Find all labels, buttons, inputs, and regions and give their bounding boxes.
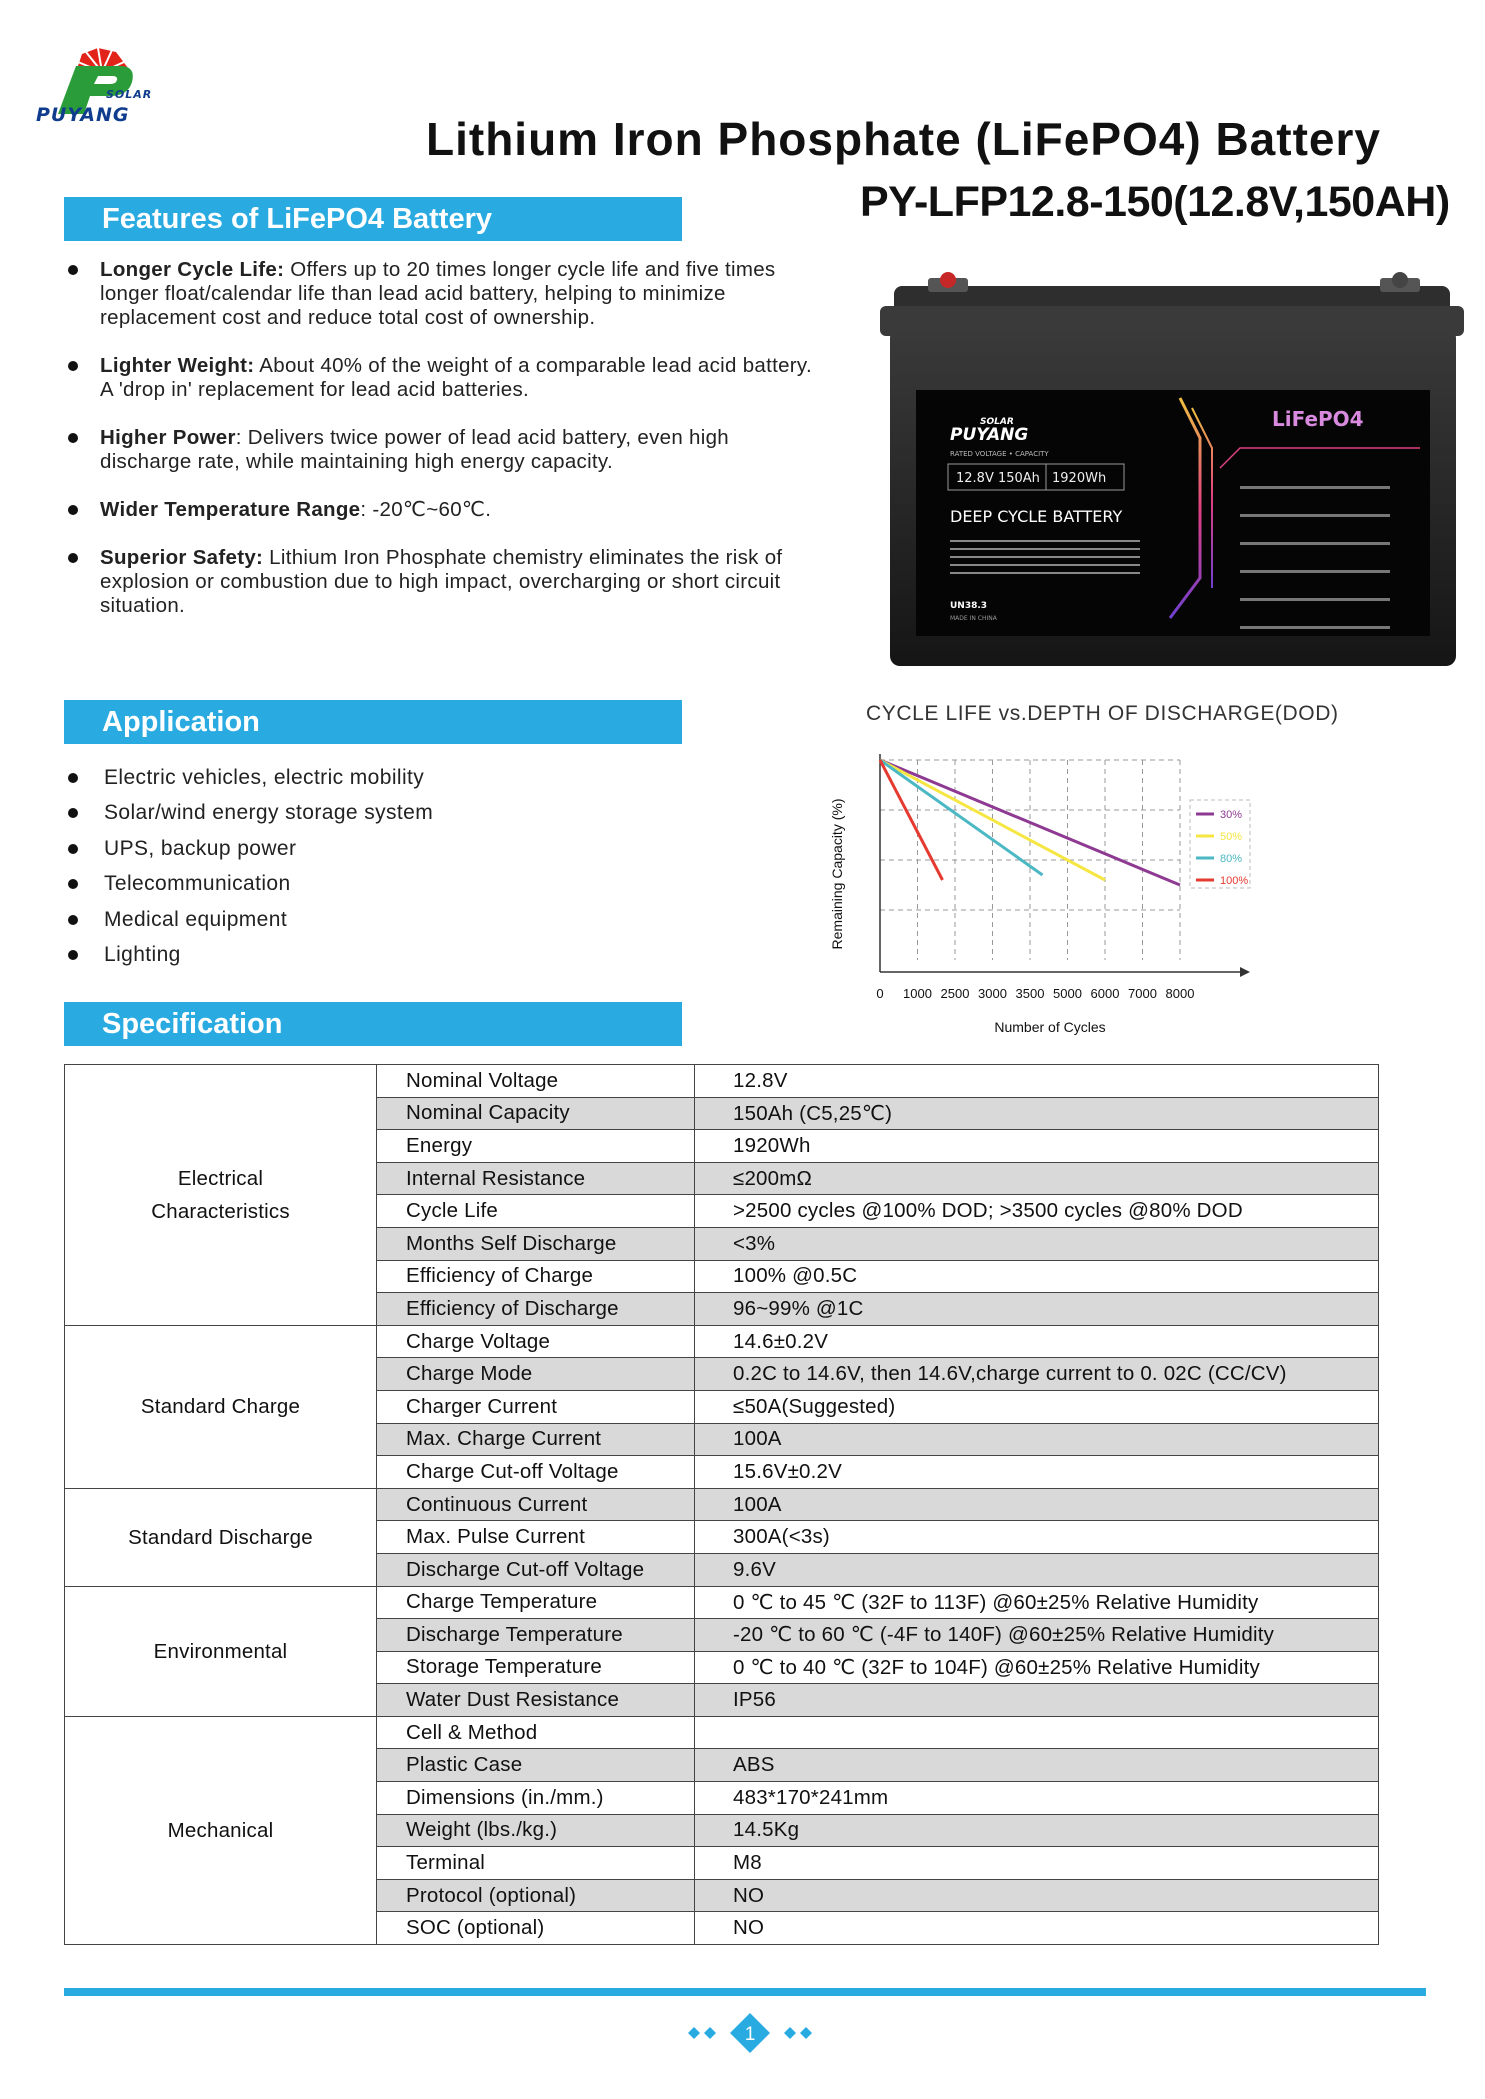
footer-divider [64, 1988, 1426, 1996]
application-item [64, 937, 433, 972]
bullet-icon [68, 361, 78, 371]
feature-item [64, 498, 824, 522]
logo-tagline: SOLAR [106, 88, 153, 101]
bullet-icon [68, 844, 78, 854]
application-item [64, 760, 433, 795]
spec-parameter: Water Dust Resistance [377, 1684, 695, 1717]
feature-label: Wider Temperature Range [100, 498, 361, 521]
legend-label: 30% [1220, 809, 1243, 821]
spec-row [65, 1586, 1379, 1619]
spec-parameter: Charge Mode [377, 1358, 695, 1391]
specification-table [64, 1064, 1379, 1945]
spec-value: 0 ℃ to 45 ℃ (32F to 113F) @60±25% Relative Humidity [695, 1586, 1379, 1619]
feature-item [64, 546, 824, 618]
spec-parameter: Charge Temperature [377, 1586, 695, 1619]
spec-value: 150Ah (C5,25℃) [695, 1097, 1379, 1130]
spec-value: 96~99% @1C [695, 1293, 1379, 1326]
spec-parameter: Energy [377, 1130, 695, 1163]
spec-parameter: Cycle Life [377, 1195, 695, 1228]
features-list [64, 258, 824, 642]
feature-item [64, 354, 824, 402]
spec-parameter: Continuous Current [377, 1488, 695, 1521]
battery-voltage-capacity: 12.8V 150Ah [956, 471, 1040, 486]
spec-group-label: Mechanical [65, 1716, 377, 1944]
spec-parameter: Charge Cut-off Voltage [377, 1456, 695, 1489]
spec-group-label: Standard Discharge [65, 1488, 377, 1586]
x-tick-label: 2500 [940, 986, 970, 1001]
spec-value: IP56 [695, 1684, 1379, 1717]
spec-parameter: Weight (lbs./kg.) [377, 1814, 695, 1847]
bullet-icon [68, 773, 78, 783]
battery-energy: 1920Wh [1052, 471, 1107, 486]
features-heading: Features of LiFePO4 Battery [64, 197, 682, 241]
spec-parameter: Discharge Temperature [377, 1619, 695, 1652]
page-number-badge [680, 2013, 820, 2053]
battery-tagline: SOLAR [980, 417, 1014, 427]
spec-value: 300A(<3s) [695, 1521, 1379, 1554]
battery-type: DEEP CYCLE BATTERY [950, 507, 1123, 526]
spec-value: 483*170*241mm [695, 1782, 1379, 1815]
application-text: Electric vehicles, electric mobility [104, 766, 425, 789]
spec-value: <3% [695, 1227, 1379, 1260]
spec-value: ABS [695, 1749, 1379, 1782]
x-tick-label: 8000 [1165, 986, 1195, 1001]
application-text: Solar/wind energy storage system [104, 801, 434, 825]
spec-parameter: Nominal Voltage [377, 1065, 695, 1098]
bullet-icon [68, 553, 78, 563]
spec-value: 100A [695, 1488, 1379, 1521]
spec-row [65, 1325, 1379, 1358]
bullet-icon [68, 433, 78, 443]
legend-label: 100% [1220, 875, 1249, 887]
x-axis-label: Number of Cycles [994, 1019, 1106, 1035]
spec-value [695, 1716, 1379, 1749]
feature-item [64, 426, 824, 474]
feature-text: : Delivers twice power of lead acid battery, even high discharge rate, while maintaining high energy capacity. [100, 426, 730, 473]
feature-item [64, 258, 824, 330]
spec-parameter: SOC (optional) [377, 1912, 695, 1945]
bullet-icon [68, 879, 78, 889]
feature-label: Superior Safety: [100, 546, 264, 569]
spec-value: 1920Wh [695, 1130, 1379, 1163]
feature-label: Longer Cycle Life: [100, 258, 285, 281]
battery-brand: PUYANG [950, 425, 1029, 445]
x-tick-label: 1000 [903, 986, 932, 1001]
spec-group-label: Environmental [65, 1586, 377, 1716]
spec-value: NO [695, 1912, 1379, 1945]
spec-parameter: Charge Voltage [377, 1325, 695, 1358]
bullet-icon [68, 265, 78, 275]
application-text: Telecommunication [104, 872, 291, 896]
specification-heading: Specification [64, 1002, 682, 1046]
page-number: 1 [744, 2024, 756, 2045]
y-axis-label: Remaining Capacity (%) [829, 798, 845, 950]
spec-row [65, 1488, 1379, 1521]
spec-parameter: Charger Current [377, 1390, 695, 1423]
application-text: Lighting [104, 943, 181, 967]
application-text: UPS, backup power [104, 836, 297, 860]
application-text: Medical equipment [104, 907, 288, 931]
spec-value: 0 ℃ to 40 ℃ (32F to 104F) @60±25% Relative Humidity [695, 1651, 1379, 1684]
spec-parameter: Efficiency of Discharge [377, 1293, 695, 1326]
feature-label: Lighter Weight: [100, 354, 255, 377]
spec-value: ≤50A(Suggested) [695, 1390, 1379, 1423]
chart-title: CYCLE LIFE vs.DEPTH OF DISCHARGE(DOD) [866, 702, 1339, 725]
feature-text: Lithium Iron Phosphate chemistry eliminates the risk of explosion or combustion due to high impact, overcharging or short circuit situation. [100, 546, 783, 617]
battery-un: UN38.3 [950, 601, 988, 611]
x-tick-label: 3500 [1015, 986, 1045, 1001]
spec-value: 15.6V±0.2V [695, 1456, 1379, 1489]
application-list [64, 760, 433, 972]
x-tick-label: 3000 [978, 986, 1007, 1001]
spec-parameter: Max. Charge Current [377, 1423, 695, 1456]
spec-row [65, 1065, 1379, 1098]
spec-value: NO [695, 1879, 1379, 1912]
bullet-icon [68, 915, 78, 925]
spec-group-label: Standard Charge [65, 1325, 377, 1488]
feature-text: About 40% of the weight of a comparable lead acid battery. A 'drop in' replacement for lead acid batteries. [100, 354, 812, 401]
legend-label: 80% [1220, 853, 1243, 865]
application-item [64, 795, 433, 830]
spec-row [65, 1716, 1379, 1749]
x-tick-label: 5000 [1053, 986, 1082, 1001]
spec-parameter: Nominal Capacity [377, 1097, 695, 1130]
model-title: PY-LFP12.8-150(12.8V,150AH) [860, 178, 1450, 226]
cycle-life-chart [820, 740, 1380, 1060]
spec-parameter: Cell & Method [377, 1716, 695, 1749]
bullet-icon [68, 808, 78, 818]
spec-value: 12.8V [695, 1065, 1379, 1098]
application-item [64, 902, 433, 937]
bullet-icon [68, 950, 78, 960]
spec-value: 100A [695, 1423, 1379, 1456]
spec-parameter: Protocol (optional) [377, 1879, 695, 1912]
spec-parameter: Max. Pulse Current [377, 1521, 695, 1554]
x-tick-label: 6000 [1090, 986, 1120, 1001]
battery-chem: LiFePO4 [1272, 407, 1364, 431]
spec-value: 14.5Kg [695, 1814, 1379, 1847]
spec-value: -20 ℃ to 60 ℃ (-4F to 140F) @60±25% Relative Humidity [695, 1619, 1379, 1652]
spec-parameter: Efficiency of Charge [377, 1260, 695, 1293]
spec-parameter: Months Self Discharge [377, 1227, 695, 1260]
spec-parameter: Plastic Case [377, 1749, 695, 1782]
x-tick-label: 7000 [1128, 986, 1157, 1001]
spec-parameter: Dimensions (in./mm.) [377, 1782, 695, 1815]
spec-parameter: Storage Temperature [377, 1651, 695, 1684]
spec-group-label: Electrical Characteristics [65, 1065, 377, 1326]
feature-text: : -20℃~60℃. [360, 498, 492, 521]
bullet-icon [68, 505, 78, 515]
feature-label: Higher Power [100, 426, 236, 449]
application-item [64, 831, 433, 866]
logo-wordmark: PUYANG [36, 104, 130, 126]
x-axis-arrow-icon [1240, 967, 1250, 977]
spec-parameter: Discharge Cut-off Voltage [377, 1553, 695, 1586]
spec-value: 14.6±0.2V [695, 1325, 1379, 1358]
spec-parameter: Terminal [377, 1847, 695, 1880]
spec-value: 0.2C to 14.6V, then 14.6V,charge current to 0. 02C (CC/CV) [695, 1358, 1379, 1391]
feature-text: Offers up to 20 times longer cycle life and five times longer float/calendar life than lead acid battery, helping to minimize replacement cost and reduce total cost of ownership. [100, 258, 776, 329]
battery-made: MADE IN CHINA [950, 615, 997, 622]
battery-product-image [880, 258, 1470, 678]
x-tick-label: 0 [876, 986, 884, 1001]
spec-value: 100% @0.5C [695, 1260, 1379, 1293]
page-title: Lithium Iron Phosphate (LiFePO4) Battery [426, 113, 1381, 165]
spec-value: >2500 cycles @100% DOD; >3500 cycles @80% DOD [695, 1195, 1379, 1228]
spec-value: ≤200mΩ [695, 1162, 1379, 1195]
spec-value: M8 [695, 1847, 1379, 1880]
legend-label: 50% [1220, 831, 1243, 843]
battery-rated: RATED VOLTAGE • CAPACITY [950, 450, 1049, 458]
spec-parameter: Internal Resistance [377, 1162, 695, 1195]
application-heading: Application [64, 700, 682, 744]
application-item [64, 866, 433, 901]
spec-value: 9.6V [695, 1553, 1379, 1586]
